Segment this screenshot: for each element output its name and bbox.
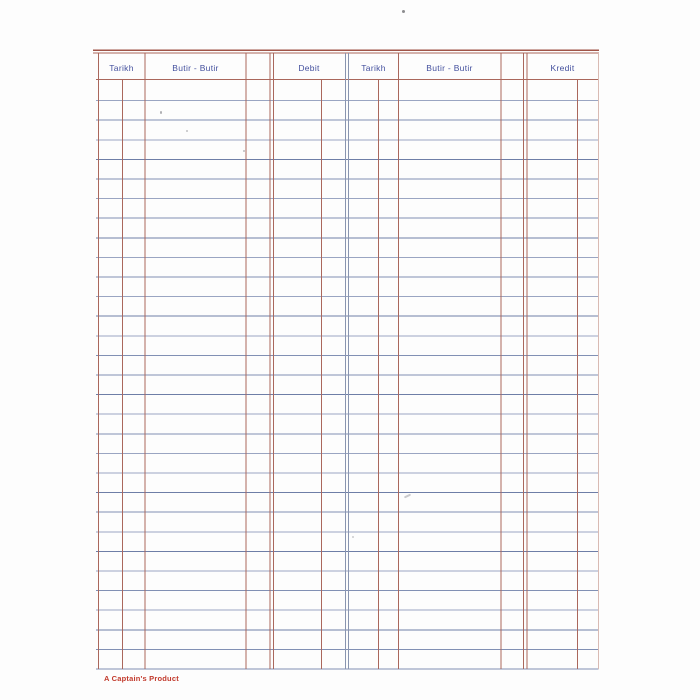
column-header-debit: Debit (298, 63, 320, 73)
brand-footer: A Captain's Product (104, 674, 179, 683)
column-header-tarikh-right: Tarikh (361, 63, 386, 73)
scan-speck (352, 536, 354, 538)
column-header-tarikh-left: Tarikh (109, 63, 134, 73)
scan-speck (160, 111, 162, 114)
scan-speck (243, 150, 245, 152)
scan-speck (186, 130, 188, 132)
scan-speck (402, 10, 405, 13)
column-header-butir-left: Butir - Butir (172, 63, 219, 73)
column-header-butir-right: Butir - Butir (426, 63, 473, 73)
column-header-kredit: Kredit (550, 63, 575, 73)
